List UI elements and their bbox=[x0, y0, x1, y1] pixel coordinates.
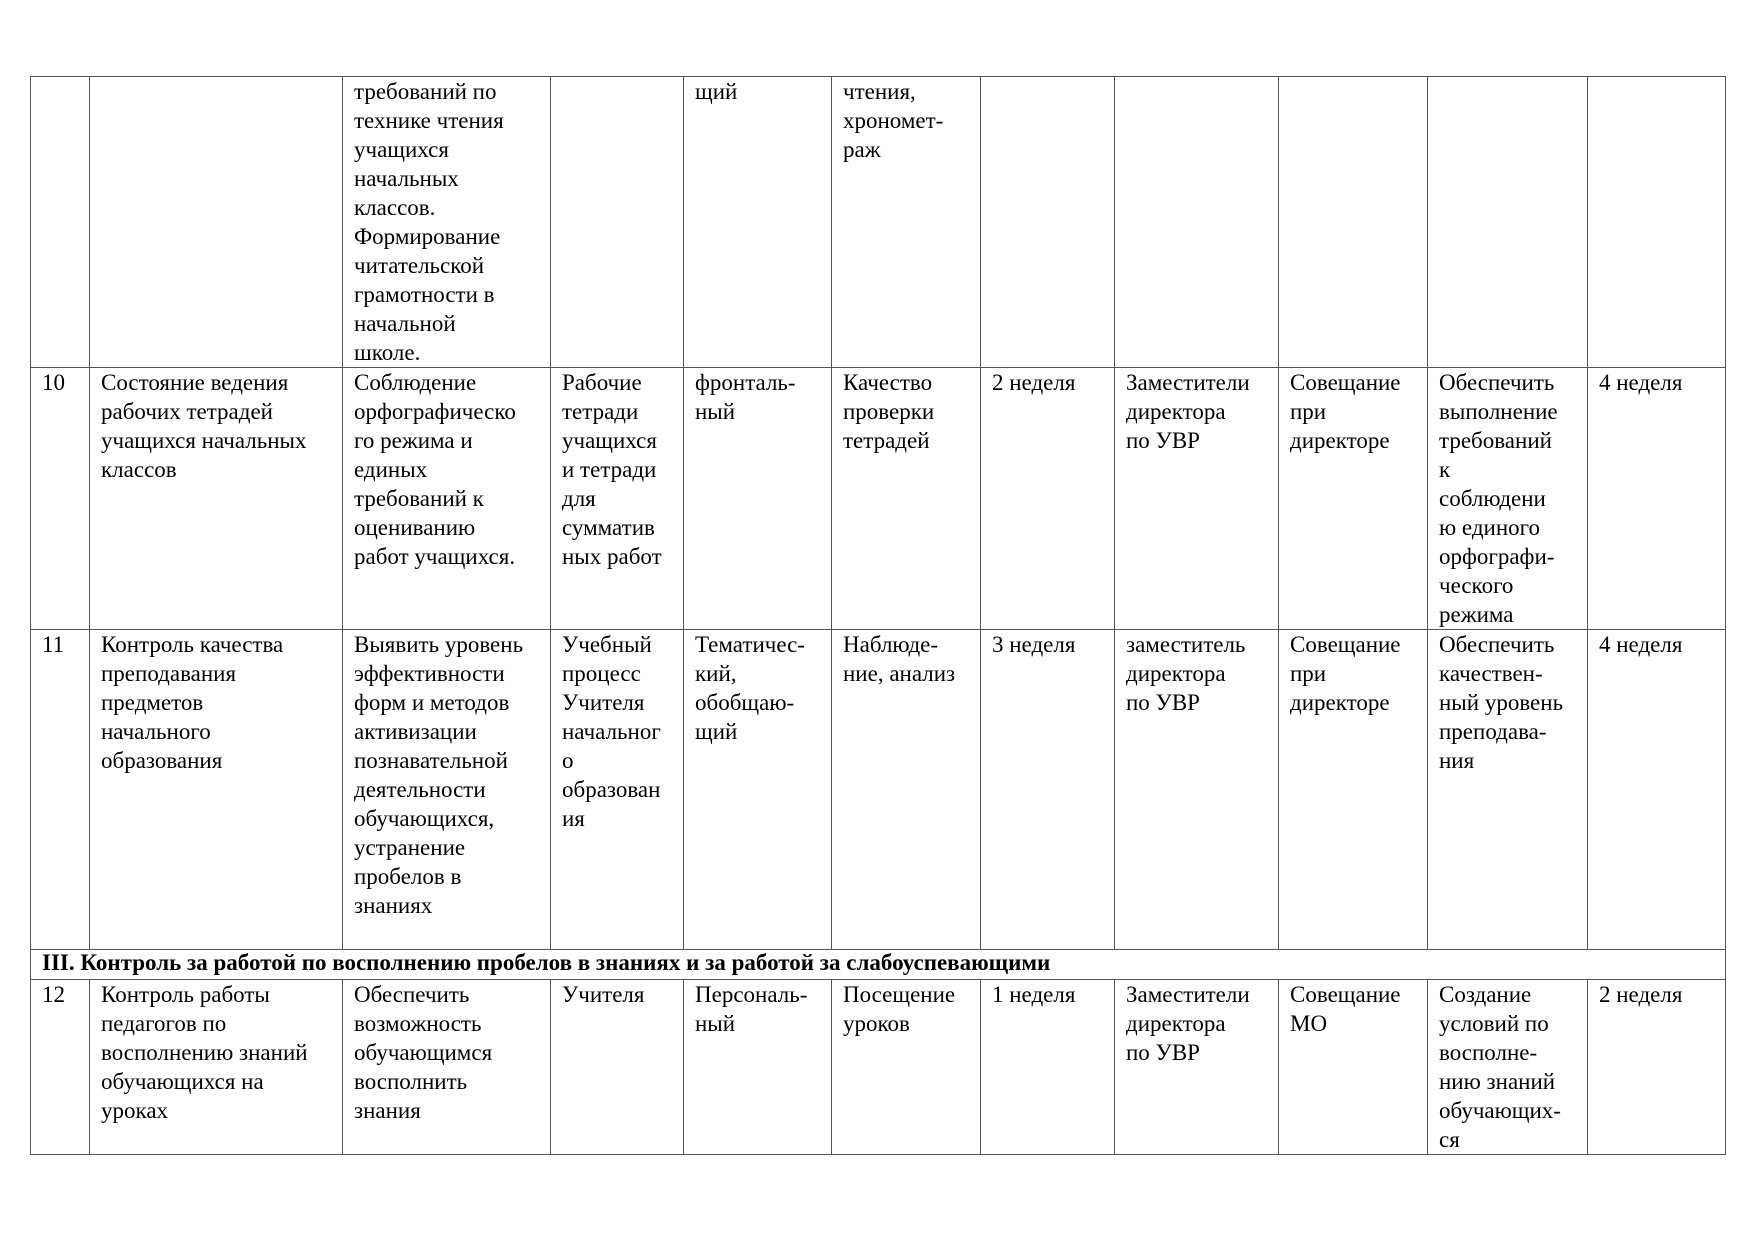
cell-method: Наблюде- ние, анализ bbox=[832, 630, 981, 950]
cell-number: 10 bbox=[31, 368, 90, 630]
cell-number: 12 bbox=[31, 980, 90, 1155]
cell-review-place bbox=[1279, 77, 1428, 368]
cell-control-type: Тематичес- кий, обобщаю- щий bbox=[684, 630, 832, 950]
section-title: III. Контроль за работой по восполнению пробелов в знаниях и за работой за слабоуспевающими bbox=[31, 950, 1726, 980]
cell-object: Учителя bbox=[551, 980, 684, 1155]
table-row bbox=[31, 368, 1726, 630]
cell-topic: Контроль качества преподавания предметов начального образования bbox=[90, 630, 343, 950]
cell-topic: Контроль работы педагогов по восполнению знаний обучающихся на уроках bbox=[90, 980, 343, 1155]
cell-deadline bbox=[981, 77, 1115, 368]
cell-method: Качество проверки тетрадей bbox=[832, 368, 981, 630]
cell-responsible: заместитель директора по УВР bbox=[1115, 630, 1279, 950]
cell-deadline: 1 неделя bbox=[981, 980, 1115, 1155]
cell-deadline: 2 неделя bbox=[981, 368, 1115, 630]
cell-object: Рабочие тетради учащихся и тетради для сумматив ных работ bbox=[551, 368, 684, 630]
cell-goal: Обеспечить возможность обучающимся восполнить знания bbox=[343, 980, 551, 1155]
control-plan-table bbox=[30, 76, 1726, 1155]
cell-topic bbox=[90, 77, 343, 368]
cell-responsible bbox=[1115, 77, 1279, 368]
cell-repeat-control: 4 неделя bbox=[1588, 630, 1726, 950]
cell-control-type: фронталь- ный bbox=[684, 368, 832, 630]
cell-repeat-control: 2 неделя bbox=[1588, 980, 1726, 1155]
cell-goal: требований по технике чтения учащихся начальных классов. Формирование читательской грамотности в начальной школе. bbox=[343, 77, 551, 368]
cell-method: чтения, хрономет- раж bbox=[832, 77, 981, 368]
cell-review-place: Совещание при директоре bbox=[1279, 630, 1428, 950]
cell-topic: Состояние ведения рабочих тетрадей учащихся начальных классов bbox=[90, 368, 343, 630]
cell-review-place: Совещание при директоре bbox=[1279, 368, 1428, 630]
cell-decision: Создание условий по восполне- нию знаний обучающих- ся bbox=[1428, 980, 1588, 1155]
cell-method: Посещение уроков bbox=[832, 980, 981, 1155]
cell-repeat-control bbox=[1588, 77, 1726, 368]
cell-number: 11 bbox=[31, 630, 90, 950]
cell-object bbox=[551, 77, 684, 368]
section-header-row bbox=[31, 950, 1726, 980]
table-row bbox=[31, 77, 1726, 368]
cell-review-place: Совещание МО bbox=[1279, 980, 1428, 1155]
cell-decision bbox=[1428, 77, 1588, 368]
cell-number bbox=[31, 77, 90, 368]
cell-object: Учебный процесс Учителя начальног о образован ия bbox=[551, 630, 684, 950]
cell-control-type: щий bbox=[684, 77, 832, 368]
cell-goal: Выявить уровень эффективности форм и методов активизации познавательной деятельности обучающихся, устранение пробелов в знаниях bbox=[343, 630, 551, 950]
cell-decision: Обеспечить выполнение требований к соблюдени ю единого орфографи- ческого режима bbox=[1428, 368, 1588, 630]
cell-repeat-control: 4 неделя bbox=[1588, 368, 1726, 630]
table-row bbox=[31, 630, 1726, 950]
cell-responsible: Заместители директора по УВР bbox=[1115, 980, 1279, 1155]
cell-goal: Соблюдение орфографическо го режима и единых требований к оцениванию работ учащихся. bbox=[343, 368, 551, 630]
cell-deadline: 3 неделя bbox=[981, 630, 1115, 950]
cell-decision: Обеспечить качествен- ный уровень преподава- ния bbox=[1428, 630, 1588, 950]
table-row bbox=[31, 980, 1726, 1155]
cell-control-type: Персональ- ный bbox=[684, 980, 832, 1155]
cell-responsible: Заместители директора по УВР bbox=[1115, 368, 1279, 630]
